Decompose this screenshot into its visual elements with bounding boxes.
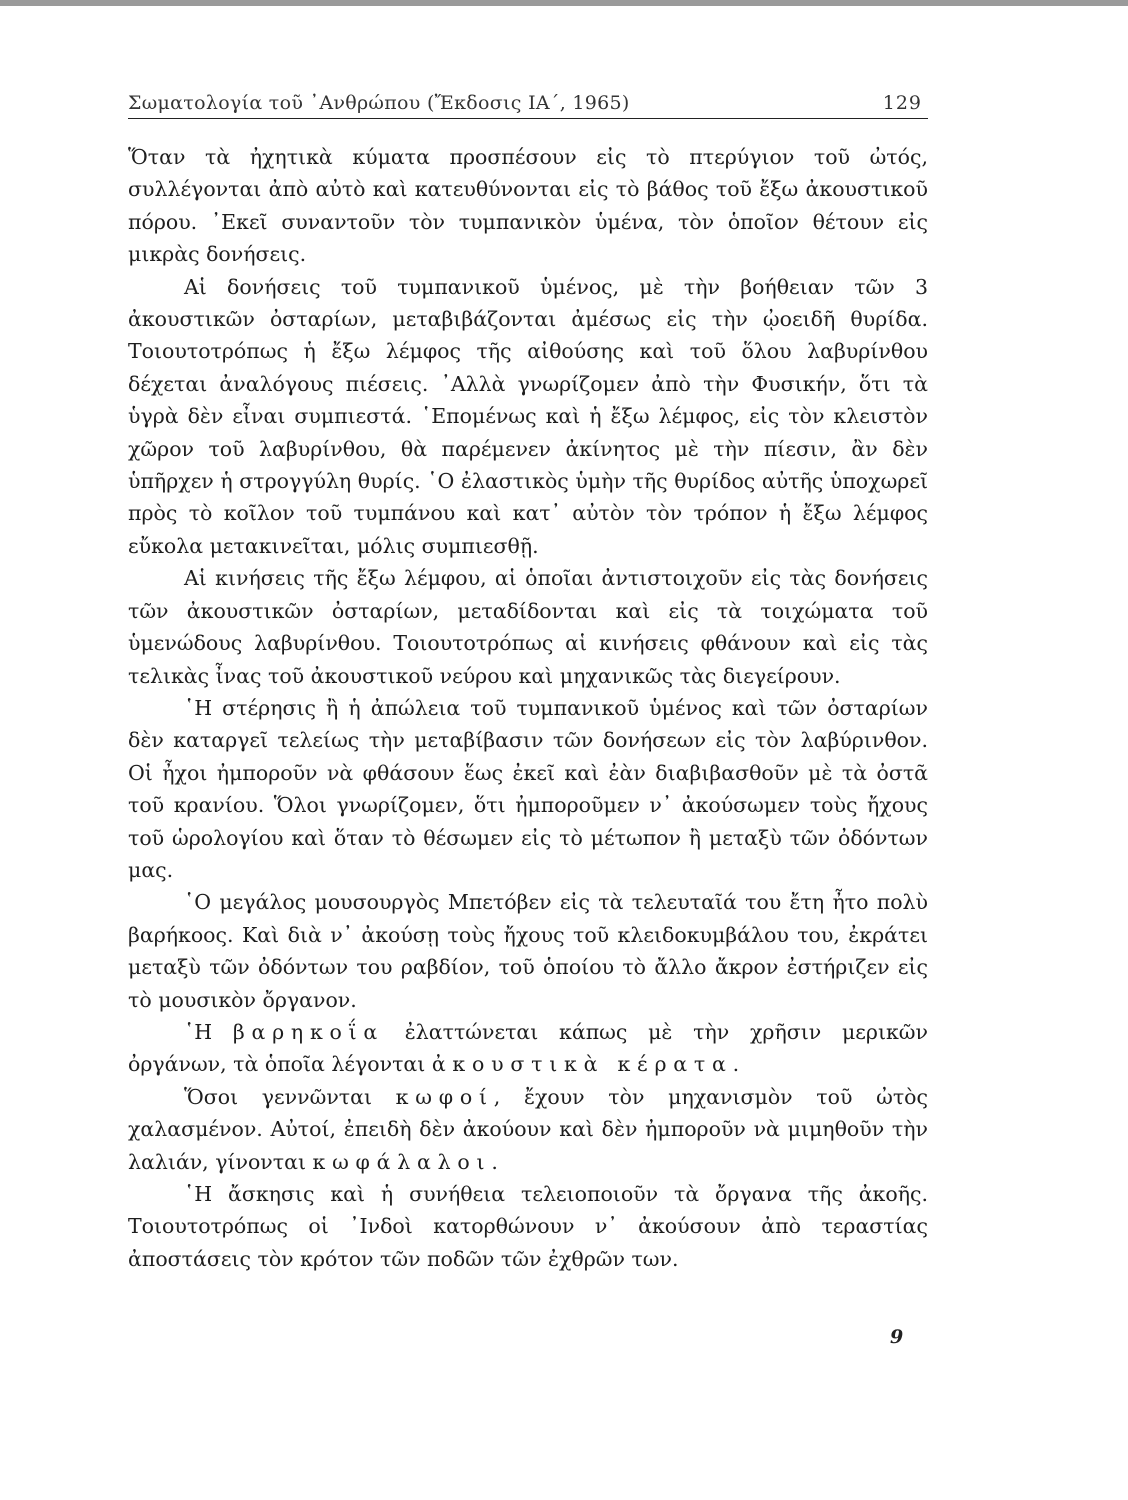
spaced-term: ἀκουστικὰ κέρατα xyxy=(431,1052,733,1077)
paragraph: ῾Ο μεγάλος μουσουργὸς Μπετόβεν εἰς τὰ τελευταῖά του ἔτη ἦτο πολὺ βαρήκοος. Καὶ διὰ ν᾿ ἀκούσῃ τοὺς ἤχους τοῦ κλειδοκυμβάλου του, ἐκράτει μεταξὺ τῶν ὀδόντων του ραβδίον, τοῦ ὁποίου τὸ ἄλλο ἄκρον ἐστήριζεν εἰς τὸ μουσικὸν ὄργανον. xyxy=(128,890,928,1012)
document-page xyxy=(128,88,928,1275)
paragraph: ῾Η ἄσκησις καὶ ἡ συνήθεια τελειοποιοῦν τὰ ὄργανα τῆς ἀκοῆς. Τοιουτοτρόπως οἱ ᾿Ινδοὶ κατορθώνουν ν᾿ ἀκούσουν ἀπὸ τεραστίας ἀποστάσεις τὸν κρότον τῶν ποδῶν τῶν ἐχθρῶν των. xyxy=(128,1182,928,1271)
body-text xyxy=(128,141,928,1275)
running-header xyxy=(128,88,928,119)
text-run: . xyxy=(491,1149,498,1174)
scan-edge xyxy=(0,0,1128,6)
paragraph: ῾Η στέρησις ἢ ἡ ἀπώλεια τοῦ τυμπανικοῦ ὑμένος καὶ τῶν ὀσταρίων δὲν καταργεῖ τελείως τὴν μεταβίβασιν τῶν δονήσεων εἰς τὸν λαβύρινθον. Οἱ ἦχοι ἠμποροῦν νὰ φθάσουν ἕως ἐκεῖ καὶ ἐὰν διαβιβασθοῦν μὲ τὰ ὀστᾶ τοῦ κρανίου. Ὅλοι γνωρίζομεν, ὅτι ἠμποροῦμεν ν᾿ ἀκούσωμεν τοὺς ἤχους τοῦ ὡρολογίου καὶ ὅταν τὸ θέσωμεν εἰς τὸ μέτωπον ἢ μεταξὺ τῶν ὀδόντων μας. xyxy=(128,695,928,882)
text-run: , ἔχουν τὸν μηχανισμὸν τοῦ ὠτὸς χαλασμένον. Αὐτοί, ἐπειδὴ δὲν ἀκούουν καὶ δὲν ἠμποροῦν νὰ μιμηθοῦν τὴν λαλιάν, γίνονται xyxy=(128,1084,928,1174)
running-header-title: Σωματολογία τοῦ ᾿Ανθρώπου (Ἔκδοσις ΙΑ΄, 1965) xyxy=(128,92,630,114)
spaced-term: κωφάλαλοι xyxy=(312,1149,492,1174)
paragraph: Ὅταν τὰ ἠχητικὰ κύματα προσπέσουν εἰς τὸ πτερύγιον τοῦ ὠτός, συλλέγονται ἀπὸ αὐτὸ καὶ κατευθύνονται εἰς τὸ βάθος τοῦ ἔξω ἀκουστικοῦ πόρου. ᾿Εκεῖ συναντοῦν τὸν τυμπανικὸν ὑμένα, τὸν ὁποῖον θέτουν εἰς μικρὰς δονήσεις. xyxy=(128,145,928,267)
text-run: ῾Η xyxy=(184,1019,233,1044)
signature-mark: 9 xyxy=(890,1326,904,1348)
text-run: . xyxy=(732,1052,740,1077)
spaced-term: βαρηκοΐα xyxy=(232,1019,385,1044)
spaced-term: κωφοί xyxy=(395,1084,494,1109)
text-run: ἐλαττώνεται κάπως μὲ τὴν χρῆσιν μερικῶν ὀργάνων, τὰ ὁποῖα λέγονται xyxy=(128,1019,928,1077)
paragraph: Αἱ κινήσεις τῆς ἔξω λέμφου, αἱ ὁποῖαι ἀντιστοιχοῦν εἰς τὰς δονήσεις τῶν ἀκουστικῶν ὀσταρίων, μεταδίδονται καὶ εἰς τὰ τοιχώματα τοῦ ὑμενώδους λαβυρίνθου. Τοιουτοτρόπως αἱ κινήσεις φθάνουν καὶ εἰς τὰς τελικὰς ἶνας τοῦ ἀκουστικοῦ νεύρου καὶ μηχανικῶς τὰς διεγείρουν. xyxy=(128,566,928,688)
page-number: 129 xyxy=(882,92,922,114)
paragraph-with-spaced-terms xyxy=(128,1081,928,1178)
paragraph: Αἱ δονήσεις τοῦ τυμπανικοῦ ὑμένος, μὲ τὴν βοήθειαν τῶν 3 ἀκουστικῶν ὀσταρίων, μεταβιβάζονται ἀμέσως εἰς τὴν ᾠοειδῆ θυρίδα. Τοιουτοτρόπως ἡ ἔξω λέμφος τῆς αἰθούσης καὶ τοῦ ὅλου λαβυρίνθου δέχεται ἀναλόγους πιέσεις. ᾿Αλλὰ γνωρίζομεν ἀπὸ τὴν Φυσικήν, ὅτι τὰ ὑγρὰ δὲν εἶναι συμπιεστά. ῾Επομένως καὶ ἡ ἔξω λέμφος, εἰς τὸν κλειστὸν χῶρον τοῦ λαβυρίνθου, θὰ παρέμενεν ἀκίνητος μὲ τὴν πίεσιν, ἂν δὲν ὑπῆρχεν ἡ στρογγύλη θυρίς. ῾Ο ἐλαστικὸς ὑμὴν τῆς θυρίδος αὐτῆς ὑποχωρεῖ πρὸς τὸ κοῖλον τοῦ τυμπάνου καὶ κατ᾿ αὐτὸν τὸν τρόπον ἡ ἔξω λέμφος εὔκολα μετακινεῖται, μόλις συμπιεσθῇ. xyxy=(128,274,928,558)
text-run: Ὅσοι γεννῶνται xyxy=(184,1084,396,1109)
paragraph-with-spaced-terms xyxy=(128,1016,928,1081)
